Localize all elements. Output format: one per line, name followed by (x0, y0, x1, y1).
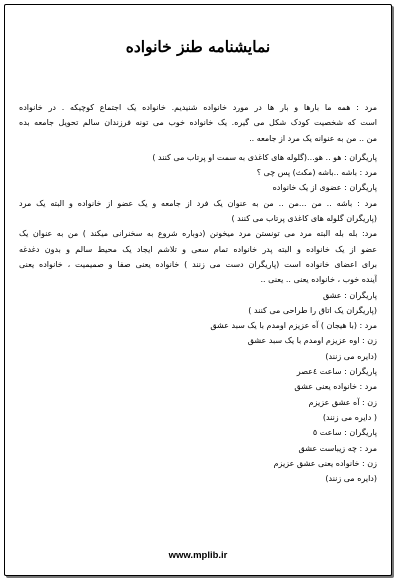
text-line: پاریگران : ساعت ٥ (312, 428, 377, 438)
text-line: است که شخصیت کودک شکل می گیره. یک خانواده خوب می تونه فرزندان سالم تحویل جامعه بده (19, 118, 377, 128)
text-line: مرد : چه زیباست عشق (298, 443, 377, 453)
text-line: (پاریگران یک اتاق را طراحی می کنند ) (248, 305, 377, 315)
text-line: (دایره می زنند) (325, 351, 377, 361)
text-line: (پاریگران گلوله های کاغذی پرتاب می کنند ) (231, 214, 377, 224)
website-url: www.mplib.ir (168, 550, 228, 561)
text-line: پاریگران : ساعت ٤عصر (296, 367, 377, 377)
text-line: برای اعضای خانواده است (پاریگران دست می زنند ) خانواده یعنی صفا و صمیمیت ، خانواده یعنی (19, 259, 377, 269)
text-line: پاریگران : هو .. هو...(گلوله های کاغذی به سمت او پرتاب می کنند ) (152, 152, 377, 162)
text-line: مرد : همه ما بارها و بار ها در مورد خانواده شنیدیم. خانواده یک اجتماع کوچیکه . در خانواده (19, 103, 377, 112)
text-line: آینده خوب ، خانواده یعنی .. یعنی .. (260, 275, 377, 285)
text-line: پاریگران : عضوی از یک خانواده (272, 183, 377, 193)
text-line: زن : آه عشق عزیزم (308, 397, 377, 407)
text-line: مرد : باشه ..باشه (مکث) پس چی ؟ (256, 168, 377, 178)
text-line: مرد: بله بله البته مرد می تونستن مرد میخونن (دوباره شروع به سخنرانی میکند ) من به عنوان یک (19, 229, 377, 239)
text-line: مرد : خانواده یعنی عشق (294, 382, 377, 392)
text-line: زن : خانواده یعنی عشق عزیزم (273, 458, 377, 468)
text-line: پاریگران : عشق (322, 290, 377, 300)
text-line: زن : اوه عزیزم اومدم با یک سبد عشق (247, 336, 377, 346)
document-page (4, 4, 392, 576)
page-title: نمایشنامه طنز خانواده (125, 37, 271, 56)
script-body (19, 100, 377, 486)
text-line: (دایره می زنند) (325, 474, 377, 484)
text-line: ( دایره می زنند) (322, 412, 377, 422)
text-line: عضو از یک خانواده و البته پدر خانواده تمام سعی و تلاشم ایجاد یک محیط سالم و بدون دغدغه (19, 244, 377, 254)
text-line: مرد : باشه .. من ...من .. من به عنوان یک فرد از جامعه و یک عضو از خانواده و البته یک مرد (19, 198, 377, 208)
text-line: من .. من به عنوانه یک مرد از جامعه .. (249, 133, 377, 143)
text-line: مرد : (با هیجان ) آه عزیزم اومدم با یک سبد عشق (210, 321, 377, 331)
